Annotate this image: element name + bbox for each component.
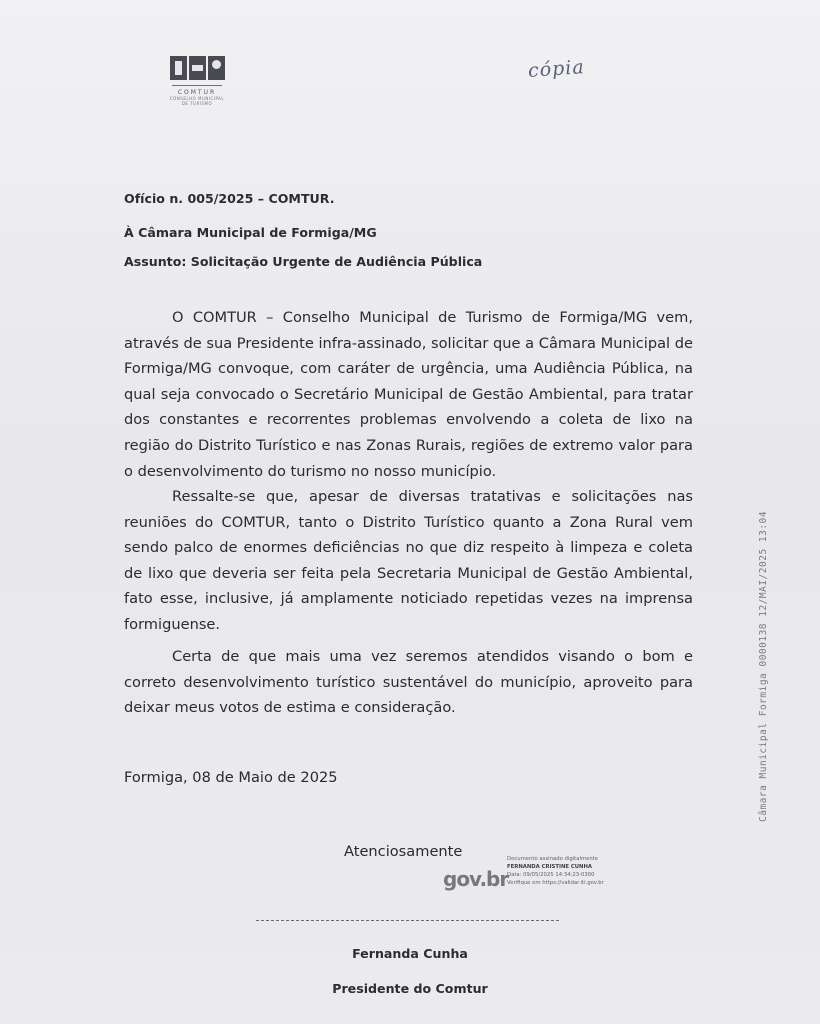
recipient-line: À Câmara Municipal de Formiga/MG — [124, 225, 377, 240]
logo-subtitle: CONSELHO MUNICIPAL DE TURISMO — [169, 96, 225, 106]
date-line: Formiga, 08 de Maio de 2025 — [124, 769, 338, 786]
document-reference: Ofício n. 005/2025 – COMTUR. — [124, 191, 335, 206]
signer-name: Fernanda Cunha — [352, 946, 468, 961]
digital-signature-stamp — [443, 855, 643, 905]
subject-line: Assunto: Solicitação Urgente de Audiência Pública — [124, 254, 483, 269]
logo-emblem — [168, 56, 226, 80]
body-paragraph-3: Certa de que mais uma vez seremos atendidos visando o bom e correto desenvolvimento turístico sustentável do município, aproveito para deixar meus votos de estima e consideração. — [124, 648, 693, 717]
signature-line — [256, 920, 559, 921]
govbr-logo: gov.br — [443, 867, 509, 891]
digital-signature-details: Documento assinado digitalmente FERNANDA CRISTINE CUNHA Data: 09/05/2025 14:34:23-0300 Verifique em https://validar.iti.gov.br — [507, 856, 604, 886]
signer-role: Presidente do Comtur — [332, 981, 488, 996]
body-paragraph-2: Ressalte-se que, apesar de diversas tratativas e solicitações nas reuniões do COMTUR, tanto o Distrito Turístico quanto a Zona Rural vem sendo palco de enormes deficiências no que diz respeito à limpeza e coleta de lixo que deveria ser feita pela Secretaria Municipal de Gestão Ambiental, fato esse, inclusive, já amplamente noticiado repetidas vezes na imprensa formiguense. — [124, 488, 693, 633]
handwritten-copy-note: cópia — [527, 56, 586, 82]
body-paragraph-1: O COMTUR – Conselho Municipal de Turismo de Formiga/MG vem, através de sua Presidente infra-assinado, solicitar que a Câmara Municipal de Formiga/MG convoque, com caráter de urgência, uma Audiência Pública, na qual seja convocado o Secretário Municipal de Gestão Ambiental, para tratar dos constantes e recorrentes problemas envolvendo a coleta de lixo na região do Distrito Turístico e nas Zonas Rurais, regiões de extremo valor para o desenvolvimento do turismo no nosso município. — [124, 309, 693, 480]
logo-name: COMTUR — [177, 89, 217, 96]
protocol-stamp: Câmara Municipal Formiga 0000138 12/MAI/2025 13:04 — [758, 511, 769, 822]
comtur-logo — [168, 56, 226, 106]
closing-salutation: Atenciosamente — [344, 843, 463, 860]
